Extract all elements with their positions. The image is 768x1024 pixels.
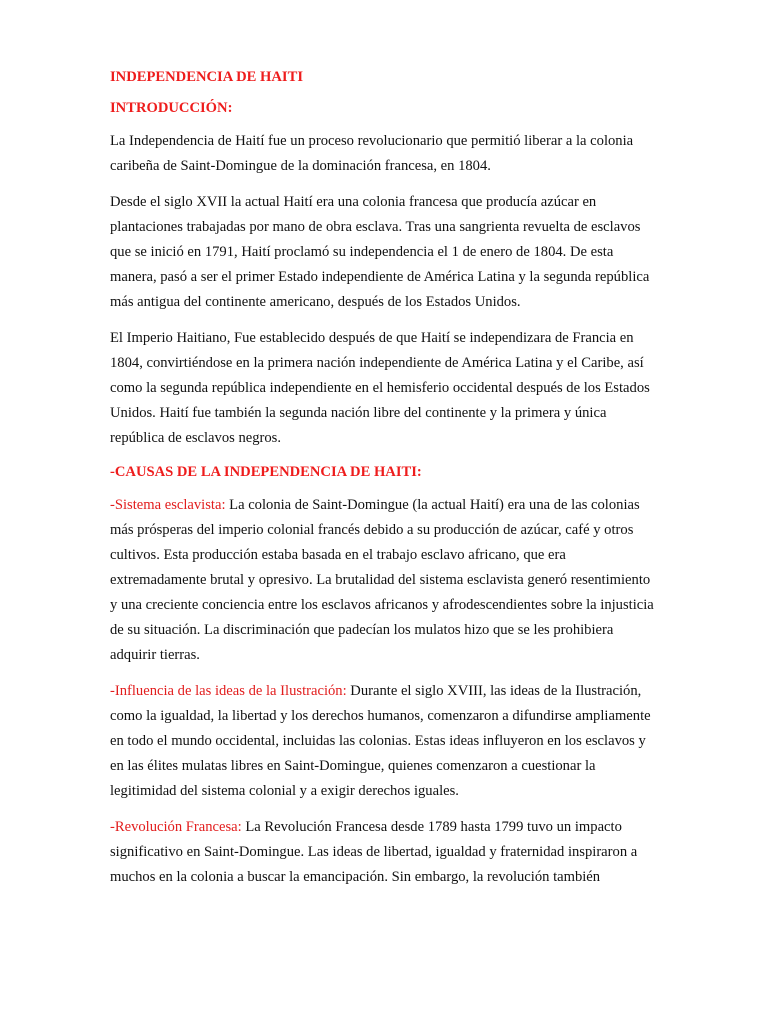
- intro-paragraph-2: Desde el siglo XVII la actual Haití era una colonia francesa que producía azúcar en plantaciones trabajadas por mano de obra esclava. Tras una sangrienta revuelta de esclavos que se inició en 1791, Haití proclamó su independencia el 1 de enero de 1804. De esta manera, pasó a ser el primer Estado independiente de América Latina y la segunda república más antigua del continente americano, después de los Estados Unidos.: [110, 194, 650, 310]
- cause-label: -Sistema esclavista:: [110, 497, 226, 513]
- cause-label: -Revolución Francesa:: [110, 819, 242, 835]
- cause-french-revolution: [110, 815, 658, 890]
- intro-heading: INTRODUCCIÓN:: [110, 100, 233, 116]
- document-title: INDEPENDENCIA DE HAITI: [110, 69, 303, 85]
- cause-label: -Influencia de las ideas de la Ilustración:: [110, 683, 347, 699]
- intro-paragraph-3: El Imperio Haitiano, Fue establecido después de que Haití se independizara de Francia en 1804, convirtiéndose en la primera nación independiente de América Latina y el Caribe, así como la segunda república independiente en el hemisferio occidental después de los Estados Unidos. Haití fue también la segunda nación libre del continente y la primera y única república de esclavos negros.: [110, 330, 650, 446]
- cause-enlightenment: [110, 679, 658, 804]
- intro-paragraph-1: La Independencia de Haití fue un proceso revolucionario que permitió liberar a la colonia caribeña de Saint-Domingue de la dominación francesa, en 1804.: [110, 133, 634, 174]
- cause-text: La colonia de Saint-Domingue (la actual Haití) era una de las colonias más prósperas del imperio colonial francés debido a su producción de azúcar, café y otros cultivos. Esta producción estaba basada en el trabajo esclavo africano, que era extremadamente brutal y opresivo. La brutalidad del sistema esclavista generó resentimiento y una creciente conciencia entre los esclavos africanos y afrodescendientes sobre la injusticia de su situación. La discriminación que padecían los mulatos hizo que se les prohibiera adquirir tierras.: [110, 497, 654, 663]
- cause-slavery-system: [110, 493, 658, 668]
- causes-heading: -CAUSAS DE LA INDEPENDENCIA DE HAITI:: [110, 464, 422, 480]
- document-body: [110, 67, 658, 901]
- cause-text: Durante el siglo XVIII, las ideas de la Ilustración, como la igualdad, la libertad y los derechos humanos, comenzaron a difundirse ampliamente en todo el mundo occidental, incluidas las colonias. Estas ideas influyeron en los esclavos y en las élites mulatas libres en Saint-Domingue, quienes comenzaron a cuestionar la legitimidad del sistema colonial y a exigir derechos iguales.: [110, 683, 651, 799]
- cause-text: La Revolución Francesa desde 1789 hasta 1799 tuvo un impacto significativo en Saint-Domingue. Las ideas de libertad, igualdad y fraternidad inspiraron a muchos en la colonia a buscar la emancipación. Sin embargo, la revolución también: [110, 819, 638, 885]
